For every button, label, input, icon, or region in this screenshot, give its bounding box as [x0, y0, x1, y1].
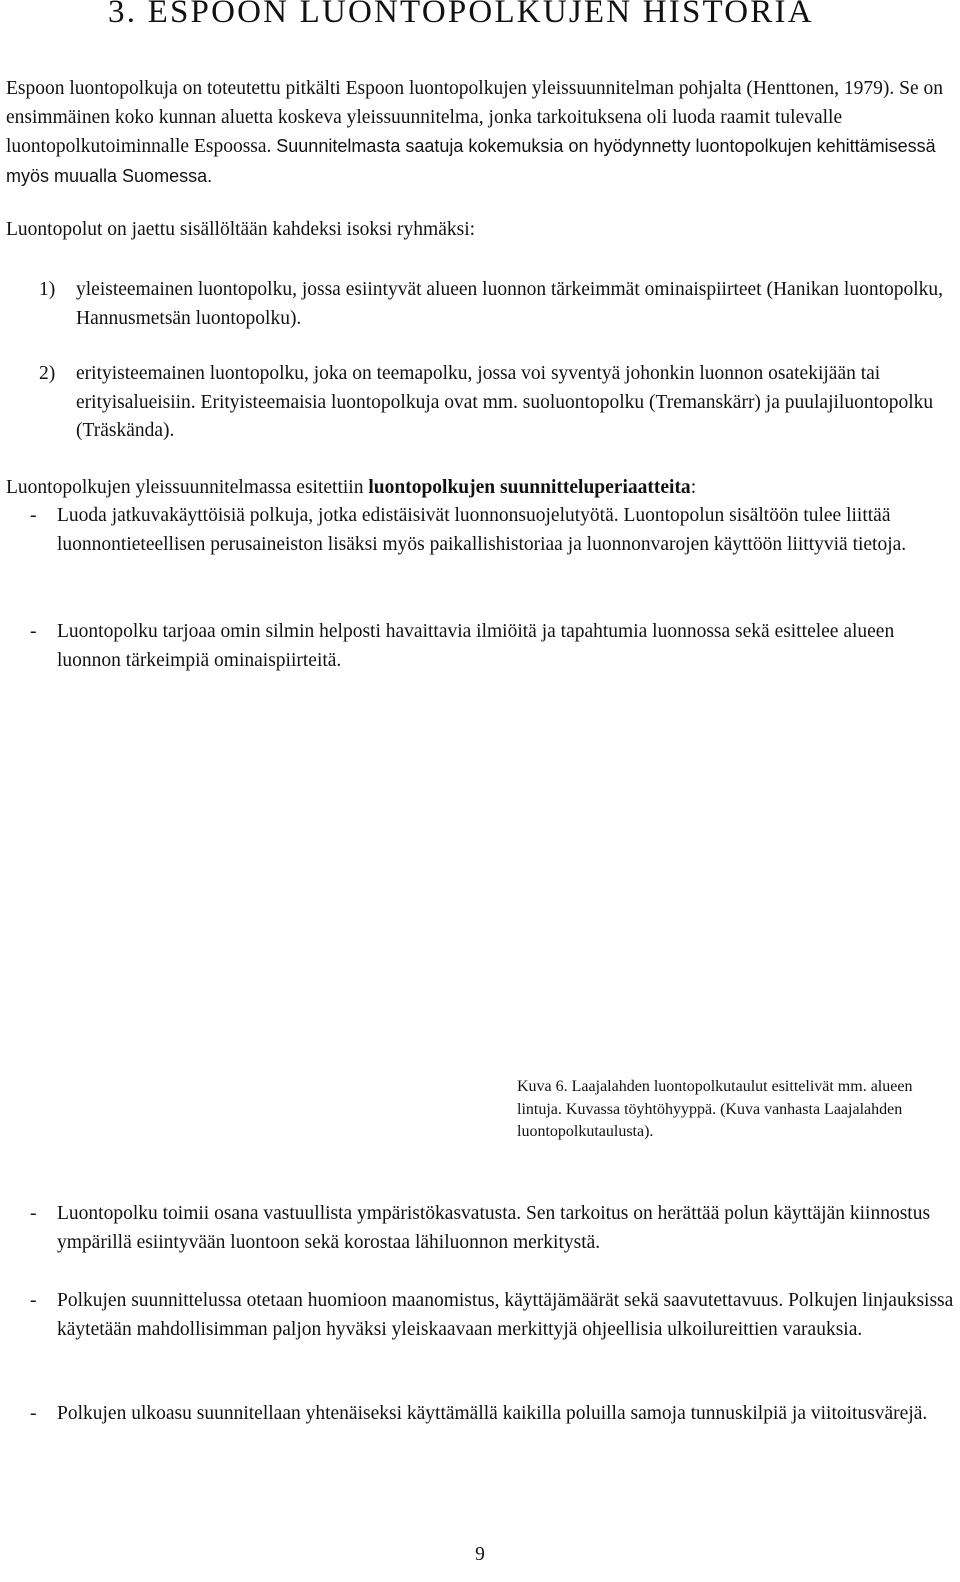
- dash-bullet: -: [30, 1403, 37, 1424]
- principle-item: [30, 1200, 956, 1257]
- groups-intro: Luontopolut on jaettu sisällöltään kahdeksi isoksi ryhmäksi:: [6, 219, 476, 240]
- list-number: 2): [39, 363, 56, 384]
- dash-bullet: -: [30, 505, 37, 526]
- intro-paragraph: [6, 75, 956, 191]
- principle-text: Polkujen ulkoasu suunnitellaan yhtenäiseksi käyttämällä kaikilla poluilla samoja tunnuskilpiä ja viitoitusvärejä.: [57, 1403, 928, 1424]
- list-text: erityisteemainen luontopolku, joka on teemapolku, jossa voi syventyä johonkin luonnon osatekijään tai erityisalueisiin. Erityisteemaisia luontopolkuja ovat mm. suoluontopolku (Tremanskärr) ja puulajiluontopolku (Träskända).: [76, 363, 934, 442]
- principles-intro: [6, 474, 956, 503]
- section-heading: 3. ESPOON LUONTOPOLKUJEN HISTORIA: [108, 0, 814, 30]
- principle-item: [30, 1400, 956, 1429]
- intro-text-sans: Suunnitelmasta saatuja kokemuksia on hyödynnetty luontopolkujen kehittämisessä myös muualla Suomessa.: [6, 136, 936, 186]
- principles-lead-end: :: [690, 477, 697, 498]
- dash-bullet: -: [30, 1290, 37, 1311]
- principle-item: [30, 618, 956, 675]
- principle-text: Luoda jatkuvakäyttöisiä polkuja, jotka edistäisivät luonnonsuojelutyötä. Luontopolun sisältöön tulee liittää luonnontieteellisen perusaineiston lisäksi myös paikallishistoriaa ja luonnonvarojen käyttöön liittyviä tietoja.: [57, 505, 907, 555]
- list-text: yleisteemainen luontopolku, jossa esiintyvät alueen luonnon tärkeimmät ominaispiirteet (Hanikan luontopolku, Hannusmetsän luontopolku).: [76, 279, 944, 329]
- list-item: [39, 360, 954, 446]
- list-item: [39, 276, 954, 333]
- principle-text: Luontopolku tarjoaa omin silmin helposti havaittavia ilmiöitä ja tapahtumia luonnossa sekä esittelee alueen luonnon tärkeimpiä ominaispiirteitä.: [57, 621, 895, 671]
- principles-lead-bold: luontopolkujen suunnitteluperiaatteita: [368, 477, 691, 498]
- dash-bullet: -: [30, 1203, 37, 1224]
- principle-item: [30, 502, 956, 559]
- dash-bullet: -: [30, 621, 37, 642]
- list-number: 1): [39, 279, 56, 300]
- principles-lead: Luontopolkujen yleissuunnitelmassa esitettiin: [6, 477, 369, 498]
- principle-text: Luontopolku toimii osana vastuullista ympäristökasvatusta. Sen tarkoitus on herättää polun käyttäjän kiinnostus ympärillä esiintyvään luontoon sekä korostaa lähiluonnon merkitystä.: [57, 1203, 931, 1253]
- principle-item: [30, 1287, 956, 1344]
- page-number: 9: [475, 1544, 485, 1565]
- intro-text: Espoon luontopolkuja on toteutettu pitkälti Espoon luontopolkujen yleissuunnitelman pohjalta (Henttonen, 1979). Se on ensimmäinen koko kunnan aluetta koskeva yleissuunnitelma, jonka tarkoituksena oli luoda raamit tulevalle luontopolkutoiminnalle Espoossa.: [6, 78, 943, 158]
- principle-text: Polkujen suunnittelussa otetaan huomioon maanomistus, käyttäjämäärät sekä saavutettavuus. Polkujen linjauksissa käytetään mahdollisimman paljon hyväksi yleiskaavaan merkittyjä ohjeellisia ulkoilureittien varauksia.: [57, 1290, 954, 1340]
- figure-caption: Kuva 6. Laajalahden luontopolkutaulut esittelivät mm. alueen lintuja. Kuvassa töyhtöhyyppä. (Kuva vanhasta Laajalahden luontopolkutaulusta).: [517, 1078, 913, 1140]
